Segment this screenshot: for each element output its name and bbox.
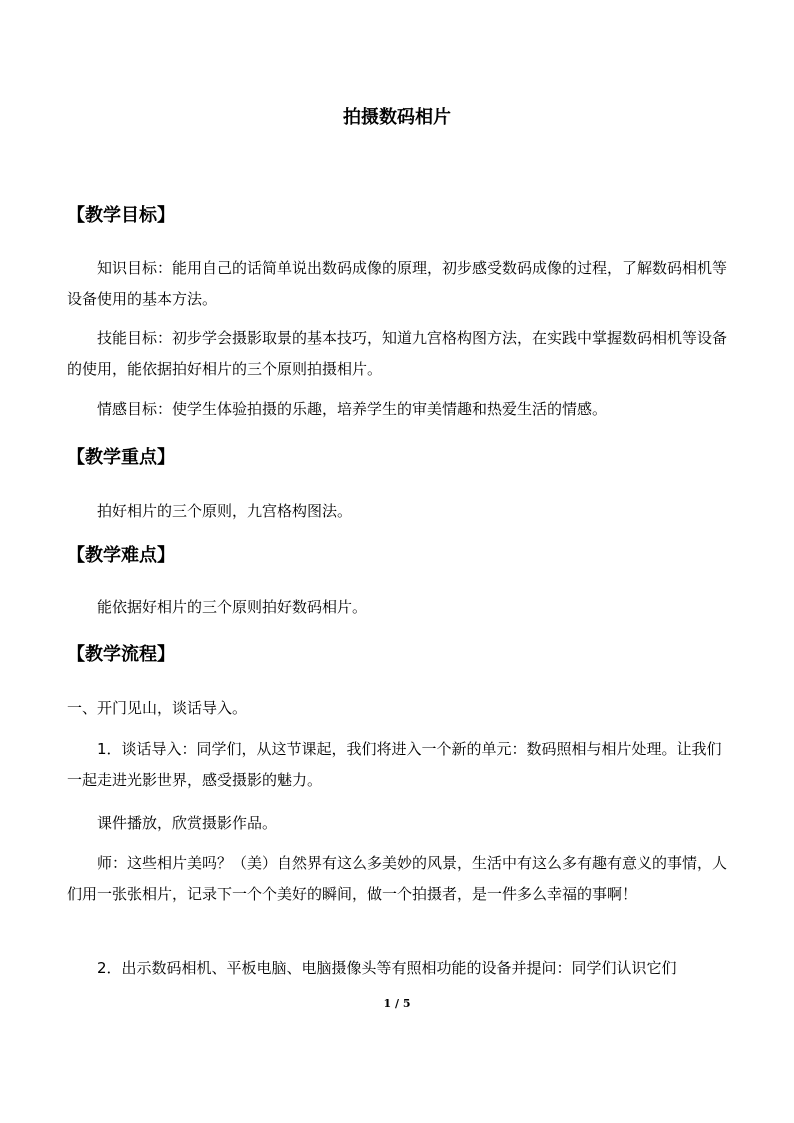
paragraph-process-4: 2．出示数码相机、平板电脑、电脑摄像头等有照相功能的设备并提问：同学们认识它们	[97, 959, 677, 977]
paragraph-emotion-objective: 情感目标：使学生体验拍摄的乐趣，培养学生的审美情趣和热爱生活的情感。	[97, 400, 608, 418]
section-heading-key-points: 【教学重点】	[67, 447, 175, 468]
section-heading-process: 【教学流程】	[67, 644, 175, 665]
page-number: 1 / 5	[383, 997, 411, 1010]
document-title: 拍摄数码相片	[343, 107, 451, 128]
paragraph-knowledge-objective: 知识目标：能用自己的话简单说出数码成像的原理，初步感受数码成像的过程，了解数码相机等设备使用的基本方法。	[67, 259, 728, 308]
paragraph-process-2: 课件播放，欣赏摄影作品。	[97, 814, 278, 832]
paragraph-process-3: 师：这些相片美吗？（美）自然界有这么多美妙的风景，生活中有这么多有趣有意义的事情，人们用一张张相片，记录下一个个美好的瞬间，做一个拍摄者，是一件多么幸福的事啊！	[67, 854, 728, 903]
section-heading-difficulties: 【教学难点】	[67, 545, 175, 566]
paragraph-difficulties: 能依据好相片的三个原则拍好数码相片。	[97, 598, 368, 616]
paragraph-skill-objective: 技能目标：初步学会摄影取景的基本技巧，知道九宫格构图方法，在实践中掌握数码相机等设备的使用，能依据拍好相片的三个原则拍摄相片。	[67, 329, 728, 378]
paragraph-key-points: 拍好相片的三个原则，九宫格构图法。	[97, 502, 353, 520]
paragraph-process-1: 1．谈话导入：同学们，从这节课起，我们将进入一个新的单元：数码照相与相片处理。让我们一起走进光影世界，感受摄影的魅力。	[67, 740, 722, 789]
process-step-1-title: 一、开门见山，谈话导入。	[67, 699, 248, 717]
section-heading-objectives: 【教学目标】	[67, 205, 175, 226]
